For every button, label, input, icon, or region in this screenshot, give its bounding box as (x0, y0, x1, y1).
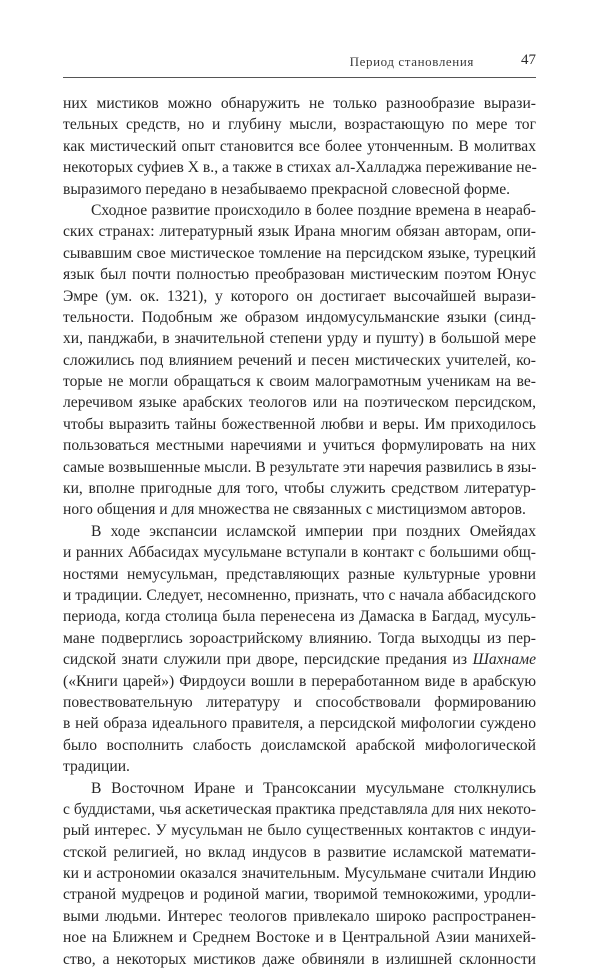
text-line: язык был почти полностью преобразован мистическим поэтом Юнус (63, 266, 536, 284)
text-line: страной мудрецов и родиной магии, творимой темнокожими, уродли- (63, 886, 536, 904)
running-header (63, 52, 536, 78)
text-line: рый интерес. У мусульман не было существенных контактов с индуи- (63, 822, 536, 840)
header-rule (63, 77, 536, 78)
text-line: ки, вполне пригодные для того, чтобы служить средством литератур- (63, 480, 536, 498)
text-line: ки и астрономии оказался значительным. Мусульмане считали Индию (63, 865, 536, 883)
text-line: традиции. (63, 758, 130, 776)
text-line: леречивом языке арабских теологов или на поэтическом персидском, (63, 394, 536, 412)
text-line: выразимого передано в незабываемо прекрасной словесной форме. (63, 180, 511, 198)
page-number: 47 (521, 52, 536, 68)
text-line: периода, когда столица была перенесена из Дамаска в Багдад, мусуль- (63, 608, 536, 626)
paragraph-start-line: В ходе экспансии исламской империи при поздних Омейядах (91, 522, 536, 540)
text-line: в ней образа идеального правителя, а персидской мифологии суждено (63, 715, 536, 733)
text-line: и традиции. Следует, несомненно, признать, что с начала аббасидского (63, 586, 536, 604)
text-line: некоторых суфиев X в., а также в стихах ал-Халладжа переживание не- (63, 159, 537, 177)
book-title-italic: Шахнаме (472, 651, 536, 669)
text-line: сывавшим свое мистическое томление на персидском языке, турецкий (63, 244, 536, 262)
running-title: Период становления (349, 54, 474, 69)
text-line: сложились под влиянием речений и песен мистических учителей, ко- (63, 351, 536, 369)
text-line: ное на Ближнем и Среднем Востоке и в Центральной Азии манихей- (63, 929, 536, 947)
text-line: тельных средств, но и глубину мысли, возрастающую по мере тог (63, 116, 536, 134)
paragraph-start-line: Сходное развитие происходило в более поздние времена в неараб- (91, 201, 536, 219)
text-line: пользоваться местными наречиями и учиться формулировать на них (63, 437, 536, 455)
text-line: и ранних Аббасидах мусульмане вступали в контакт с большими общ- (63, 544, 536, 562)
text-line: Эмре (ум. ок. 1321), у которого он достигает высочайшей вырази- (63, 287, 536, 305)
text-line: ских странах: литературный язык Ирана многим обязан авторам, опи- (63, 223, 536, 241)
body-text (63, 93, 536, 970)
line-text: сидской знати служили при дворе, персидские предания из (63, 651, 473, 669)
text-line: как мистический опыт становится все более утонченным. В молитвах (63, 137, 536, 155)
text-line: чтобы выразить тайны божественной любви и веры. Им приходилось (63, 415, 536, 433)
text-line: торые не могли обращаться к своим малограмотным ученикам на ве- (63, 373, 536, 391)
text-line: повествовательную литературу и способствовали формированию (63, 693, 536, 711)
text-line: было восполнить слабость доисламской арабской мифологической (63, 736, 536, 754)
text-line: ностями немусульман, представляющих разные культурные уровни (63, 565, 536, 583)
text-line: тельности. Подобным же образом индомусульманские языки (синд- (63, 308, 536, 326)
text-line: самые возвышенные мысли. В результате эти наречия развились в язы- (63, 458, 537, 476)
paragraph-start-line: В Восточном Иране и Трансоксании мусульмане столкнулись (91, 779, 536, 797)
text-line: («Книги царей») Фирдоуси вошли в переработанном виде в арабскую (63, 672, 536, 690)
text-line: ного общения и для множества не связанных с мистицизмом авторов. (63, 501, 526, 519)
text-line: с буддистами, чья аскетическая практика представляла для них некото- (63, 800, 537, 818)
text-line: них мистиков можно обнаружить не только разнообразие вырази- (63, 95, 536, 112)
text-line: мане подверглись зороастрийскому влиянию. Тогда выходцы из пер- (63, 629, 536, 647)
text-line: выми людьми. Интерес теологов привлекало широко распространен- (63, 907, 536, 925)
text-line: хи, панджаби, в значительной степени урду и пушту) в большой мере (63, 330, 536, 348)
text-line: ство, а некоторых мистиков даже обвиняли в излишней склонности (63, 950, 536, 968)
text-line: стской религией, но вклад индусов в развитие исламской математи- (63, 843, 536, 861)
text-line-with-title (63, 649, 536, 670)
